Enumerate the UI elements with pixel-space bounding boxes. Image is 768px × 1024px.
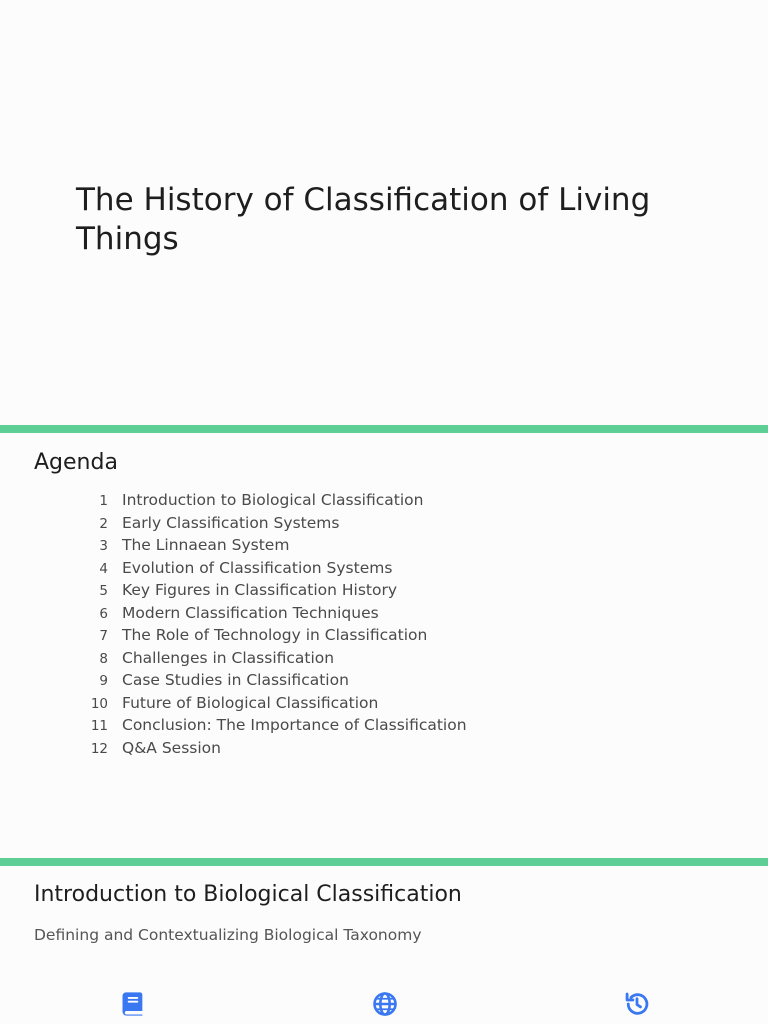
agenda-item-label: The Role of Technology in Classification [122, 626, 428, 644]
agenda-item-label: Future of Biological Classification [122, 693, 379, 712]
agenda-item [86, 602, 467, 625]
agenda-item [86, 557, 467, 580]
agenda-item-number: 8 [99, 650, 108, 667]
agenda-heading: Agenda [34, 450, 118, 475]
agenda-slide [0, 433, 768, 858]
agenda-item-label: Conclusion: The Importance of Classification [122, 716, 467, 734]
agenda-item-number: 11 [90, 718, 108, 734]
agenda-item [86, 669, 467, 692]
presentation-title: The History of Classification of Living Things [76, 182, 651, 257]
agenda-item [86, 714, 467, 737]
agenda-item-label: Introduction to Biological Classification [122, 491, 424, 509]
agenda-item-number: 3 [99, 538, 108, 554]
title-slide [0, 0, 768, 425]
agenda-item-label: Evolution of Classification Systems [122, 558, 393, 577]
agenda-item-number: 1 [99, 493, 108, 509]
agenda-item-number: 12 [90, 740, 108, 757]
agenda-item-number: 7 [99, 628, 108, 644]
agenda-item [86, 647, 467, 670]
intro-subheading: Defining and Contextualizing Biological Taxonomy [34, 926, 422, 944]
agenda-item-label: The Linnaean System [122, 536, 290, 554]
agenda-item [86, 512, 467, 535]
agenda-item-label: Challenges in Classification [122, 648, 335, 667]
agenda-item-label: Early Classification Systems [122, 513, 340, 532]
agenda-item-label: Case Studies in Classification [122, 671, 349, 689]
slide-divider [0, 858, 768, 866]
agenda-item [86, 534, 467, 557]
agenda-item [86, 737, 467, 760]
intro-heading: Introduction to Biological Classification [34, 882, 462, 907]
slide-divider [0, 425, 768, 433]
agenda-item-number: 10 [90, 695, 108, 712]
intro-slide [0, 866, 768, 1024]
agenda-item-number: 4 [99, 560, 108, 577]
agenda-item [86, 624, 467, 647]
history-icon [623, 990, 651, 1018]
agenda-item-label: Q&A Session [122, 738, 221, 757]
agenda-item-number: 2 [99, 515, 108, 532]
globe-icon [371, 990, 399, 1018]
agenda-item-number: 5 [99, 583, 108, 599]
agenda-item [86, 579, 467, 602]
agenda-item-label: Key Figures in Classification History [122, 581, 398, 599]
agenda-item-number: 6 [99, 605, 108, 622]
agenda-item-number: 9 [99, 673, 108, 689]
agenda-item [86, 692, 467, 715]
agenda-item-label: Modern Classification Techniques [122, 603, 379, 622]
agenda-list [86, 489, 467, 759]
agenda-item [86, 489, 467, 512]
book-icon [119, 990, 147, 1018]
